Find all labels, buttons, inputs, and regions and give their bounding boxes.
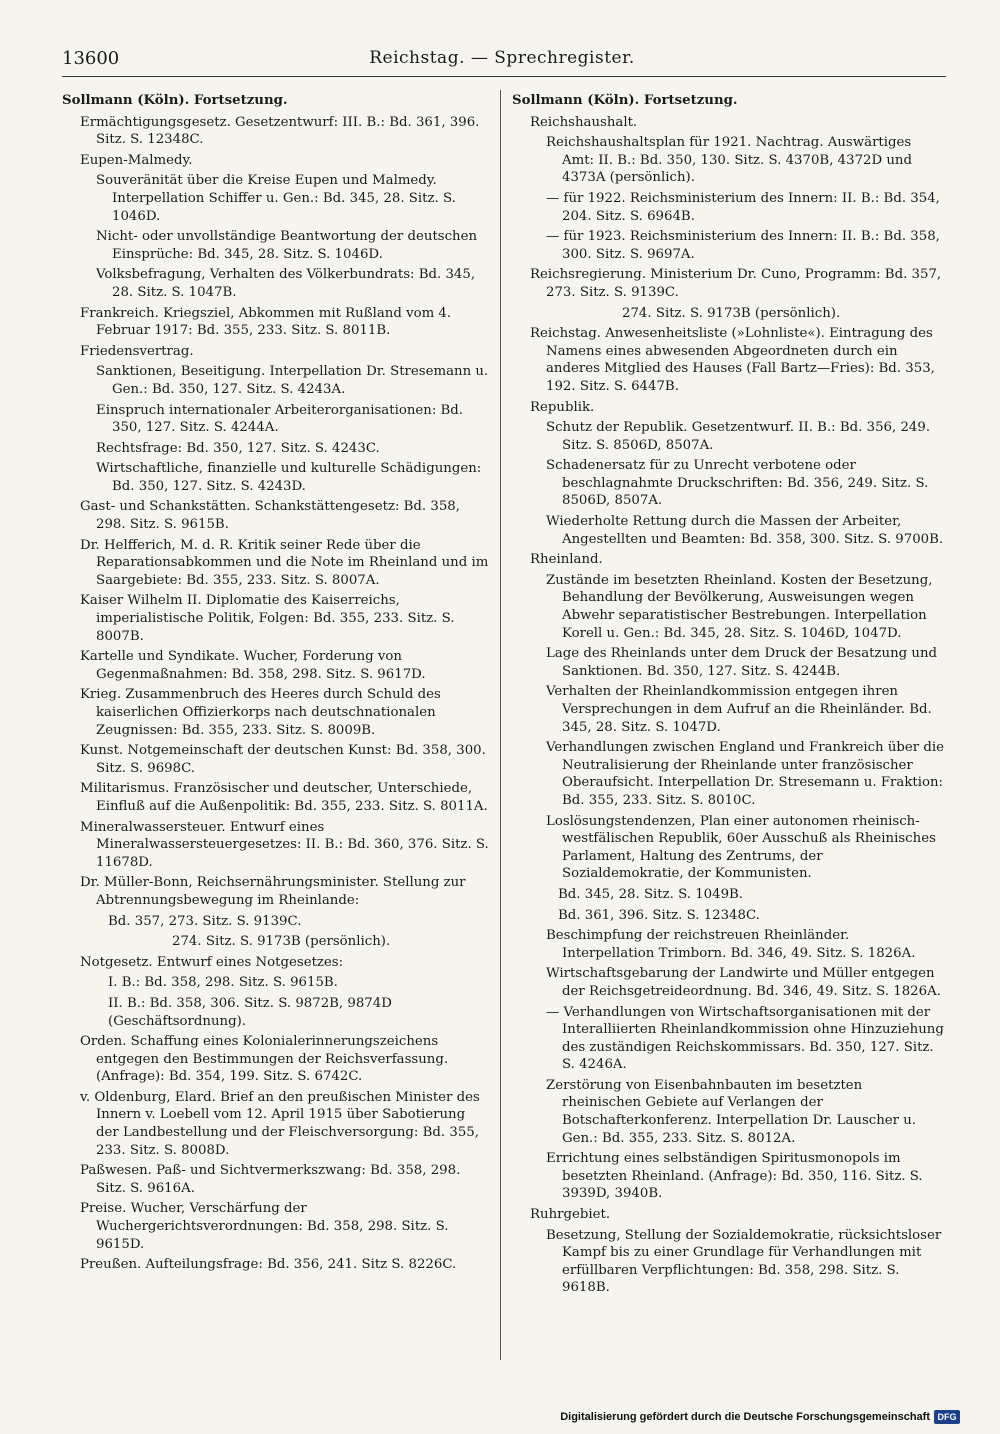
register-entry: Wiederholte Rettung durch die Massen der Arbeiter, Angestellten und Beamten: Bd. 358, 300. Sitz. S. 9700B. bbox=[546, 514, 944, 547]
register-entry: Paßwesen. Paß- und Sichtvermerkszwang: Bd. 358, 298. Sitz. S. 9616A. bbox=[80, 1163, 461, 1196]
register-entry: Beschimpfung der reichstreuen Rheinländer. Interpellation Trimborn. Bd. 346, 49. Sitz. S. 1826A. bbox=[546, 928, 916, 961]
register-entry: Bd. 357, 273. Sitz. S. 9139C. bbox=[108, 913, 302, 929]
page-number: 13600 bbox=[62, 48, 120, 69]
register-entry: Krieg. Zusammenbruch des Heeres durch Schuld des kaiserlichen Offizierkorps nach deutschnationalen Zeugnissen: Bd. 355, 233. Sitz. S. 8009B. bbox=[80, 687, 441, 738]
register-entry: Zerstörung von Eisenbahnbauten im besetzten rheinischen Gebiete auf Verlangen der Botschafterkonferenz. Interpellation Dr. Lauscher u. Gen.: Bd. 355, 233. Sitz. S. 8012A. bbox=[546, 1077, 917, 1146]
register-entry: Errichtung eines selbständigen Spiritusmonopols im besetzten Rheinland. (Anfrage): Bd. 350, 116. Sitz. S. 3939D, 3940B. bbox=[546, 1151, 923, 1202]
register-entry: Preise. Wucher, Verschärfung der Wuchergerichtsverordnungen: Bd. 358, 298. Sitz. S. 9615D. bbox=[80, 1201, 449, 1252]
register-entry: Dr. Helfferich, M. d. R. Kritik seiner Rede über die Reparationsabkommen und die Note im Rheinland und im Saargebiete: Bd. 355, 233. Sitz. S. 8007A. bbox=[80, 537, 489, 588]
register-entry: Reichshaushaltsplan für 1921. Nachtrag. Auswärtiges Amt: II. B.: Bd. 350, 130. Sitz. S. 4370B, 4372D und 4373A (persönlich). bbox=[546, 135, 913, 186]
register-entry: Notgesetz. Entwurf eines Notgesetzes: bbox=[80, 954, 344, 970]
register-entry: Kaiser Wilhelm II. Diplomatie des Kaiserreichs, imperialistische Politik, Folgen: Bd. 355, 233. Sitz. S. 8007B. bbox=[80, 593, 455, 644]
register-entry: Rheinland. bbox=[530, 552, 603, 568]
right-column bbox=[512, 92, 944, 1300]
register-entry: Militarismus. Französischer und deutscher, Unterschiede, Einfluß auf die Außenpolitik: Bd. 355, 233. Sitz. S. 8011A. bbox=[80, 781, 488, 814]
register-entry: — für 1922. Reichsministerium des Innern: II. B.: Bd. 354, 204. Sitz. S. 6964B. bbox=[546, 190, 940, 224]
register-entry: Reichstag. Anwesenheitsliste (»Lohnliste«). Eintragung des Namens eines abwesenden Abgeordneten durch ein anderes Mitglied des Hauses (Fall Bartz—Fries): Bd. 353, 192. Sitz. S. 6447B. bbox=[530, 326, 935, 394]
register-entry: I. B.: Bd. 358, 298. Sitz. S. 9615B. bbox=[108, 975, 338, 991]
register-entry: Mineralwassersteuer. Entwurf eines Mineralwassersteuergesetzes: II. B.: Bd. 360, 376. Sitz. S. 11678D. bbox=[80, 819, 489, 870]
register-entry: Gast- und Schankstätten. Schankstättengesetz: Bd. 358, 298. Sitz. S. 9615B. bbox=[80, 499, 460, 533]
register-entry: Bd. 361, 396. Sitz. S. 12348C. bbox=[558, 907, 760, 923]
register-entry: Eupen-Malmedy. bbox=[80, 152, 193, 168]
register-entry: Kunst. Notgemeinschaft der deutschen Kunst: Bd. 358, 300. Sitz. S. 9698C. bbox=[80, 743, 486, 776]
register-entry: Ermächtigungsgesetz. Gesetzentwurf: III. B.: Bd. 361, 396. Sitz. S. 12348C. bbox=[80, 114, 480, 148]
page-header bbox=[62, 48, 942, 72]
register-entry: Wirtschaftliche, finanzielle und kulturelle Schädigungen: Bd. 350, 127. Sitz. S. 4243D. bbox=[96, 461, 482, 494]
register-entry: 274. Sitz. S. 9173B (persönlich). bbox=[172, 934, 391, 950]
register-entry: Verhalten der Rheinlandkommission entgegen ihren Versprechungen in dem Aufruf an die Rheinländer. Bd. 345, 28. Sitz. S. 1047D. bbox=[546, 684, 932, 735]
left-column bbox=[62, 92, 492, 1277]
register-entry: 274. Sitz. S. 9173B (persönlich). bbox=[622, 305, 841, 321]
register-entry: Dr. Müller-Bonn, Reichsernährungsminister. Stellung zur Abtrennungsbewegung im Rheinlande: bbox=[80, 875, 466, 908]
register-entry: Einspruch internationaler Arbeiterorganisationen: Bd. 350, 127. Sitz. S. 4244A. bbox=[96, 402, 464, 436]
register-entry: Bd. 345, 28. Sitz. S. 1049B. bbox=[558, 886, 744, 902]
register-entry: Ruhrgebiet. bbox=[530, 1207, 611, 1223]
register-entry: Kartelle und Syndikate. Wucher, Forderung von Gegenmaßnahmen: Bd. 358, 298. Sitz. S. 9617D. bbox=[80, 649, 426, 682]
register-entry: Reichshaushalt. bbox=[530, 114, 638, 130]
register-entry: Besetzung, Stellung der Sozialdemokratie, rücksichtsloser Kampf bis zu einer Grundlage für Verhandlungen mit erfüllbaren Verpflichtungen: Bd. 358, 298. Sitz. S. 9618B. bbox=[546, 1227, 942, 1296]
register-entry: Republik. bbox=[530, 399, 595, 415]
register-entry: Friedensvertrag. bbox=[80, 343, 194, 359]
register-entry: Reichsregierung. Ministerium Dr. Cuno, Programm: Bd. 357, 273. Sitz. S. 9139C. bbox=[530, 267, 942, 300]
register-entry: Verhandlungen zwischen England und Frankreich über die Neutralisierung der Rheinlande unter französischer Oberaufsicht. Interpellation Dr. Stresemann u. Fraktion: Bd. 355, 233. Sitz. S. 8010C. bbox=[546, 740, 944, 808]
register-entry: v. Oldenburg, Elard. Brief an den preußischen Minister des Innern v. Loebell vom 12. April 1915 über Sabotierung der Landbestellung und der Fleischversorgung: Bd. 355, 233. Sitz. S. 8008D. bbox=[80, 1089, 480, 1158]
footer bbox=[560, 1410, 960, 1424]
register-entry: Rechtsfrage: Bd. 350, 127. Sitz. S. 4243C. bbox=[96, 440, 380, 456]
running-title: Reichstag. — Sprechregister. bbox=[369, 48, 635, 68]
register-entry: II. B.: Bd. 358, 306. Sitz. S. 9872B, 9874D (Geschäftsordnung). bbox=[108, 995, 392, 1029]
dfg-logo-icon: DFG bbox=[934, 1410, 960, 1424]
register-entry: Frankreich. Kriegsziel, Abkommen mit Rußland vom 4. Februar 1917: Bd. 355, 233. Sitz. S. 8011B. bbox=[80, 305, 452, 339]
register-entry: Orden. Schaffung eines Kolonialerinnerungszeichens entgegen den Bestimmungen der Reichsverfassung. (Anfrage): Bd. 354, 199. Sitz. S. 6742C. bbox=[80, 1034, 449, 1085]
register-entry: Loslösungstendenzen, Plan einer autonomen rheinisch-westfälischen Republik, 60er Ausschuß als Rheinisches Parlament, Haltung des Zentrums, der Sozialdemokratie, der Kommunisten. bbox=[546, 813, 936, 882]
register-entry: Schutz der Republik. Gesetzentwurf. II. B.: Bd. 356, 249. Sitz. S. 8506D, 8507A. bbox=[546, 420, 931, 453]
register-entry: Sanktionen, Beseitigung. Interpellation Dr. Stresemann u. Gen.: Bd. 350, 127. Sitz. S. 4243A. bbox=[96, 364, 489, 397]
register-entry: Lage des Rheinlands unter dem Druck der Besatzung und Sanktionen. Bd. 350, 127. Sitz. S. 4244B. bbox=[546, 646, 938, 679]
register-entry: Preußen. Aufteilungsfrage: Bd. 356, 241. Sitz S. 8226C. bbox=[80, 1257, 457, 1273]
register-entry: Schadenersatz für zu Unrecht verbotene oder beschlagnahmte Druckschriften: Bd. 356, 249. Sitz. S. 8506D, 8507A. bbox=[546, 458, 929, 509]
register-entry: Wirtschaftsgebarung der Landwirte und Müller entgegen der Reichsgetreideordnung. Bd. 346, 49. Sitz. S. 1826A. bbox=[546, 966, 941, 999]
digitization-credit: Digitalisierung gefördert durch die Deutsche Forschungsgemeinschaft bbox=[560, 1411, 930, 1423]
register-entry: — Verhandlungen von Wirtschaftsorganisationen mit der Interalliierten Rheinlandkommission ohne Hinzuziehung des zuständigen Reichskommissars. Bd. 350, 127. Sitz. S. 4246A. bbox=[546, 1004, 944, 1073]
register-entry: Nicht- oder unvollständige Beantwortung der deutschen Einsprüche: Bd. 345, 28. Sitz. S. 1046D. bbox=[96, 229, 478, 262]
speaker-heading: Sollmann (Köln). Fortsetzung. bbox=[512, 93, 738, 108]
register-entry: Volksbefragung, Verhalten des Völkerbundrats: Bd. 345, 28. Sitz. S. 1047B. bbox=[96, 267, 476, 300]
register-entry: Souveränität über die Kreise Eupen und Malmedy. Interpellation Schiffer u. Gen.: Bd. 345, 28. Sitz. S. 1046D. bbox=[96, 173, 456, 224]
register-entry: — für 1923. Reichsministerium des Innern: II. B.: Bd. 358, 300. Sitz. S. 9697A. bbox=[546, 229, 940, 262]
speaker-heading: Sollmann (Köln). Fortsetzung. bbox=[62, 93, 288, 108]
register-entry: Zustände im besetzten Rheinland. Kosten der Besetzung, Behandlung der Bevölkerung, Ausweisungen wegen Abwehr separatistischer Bestrebungen. Interpellation Korell u. Gen.: Bd. 345, 28. Sitz. S. 1046D, 1047D. bbox=[546, 572, 933, 641]
header-rule bbox=[62, 76, 946, 77]
column-divider bbox=[500, 90, 501, 1360]
